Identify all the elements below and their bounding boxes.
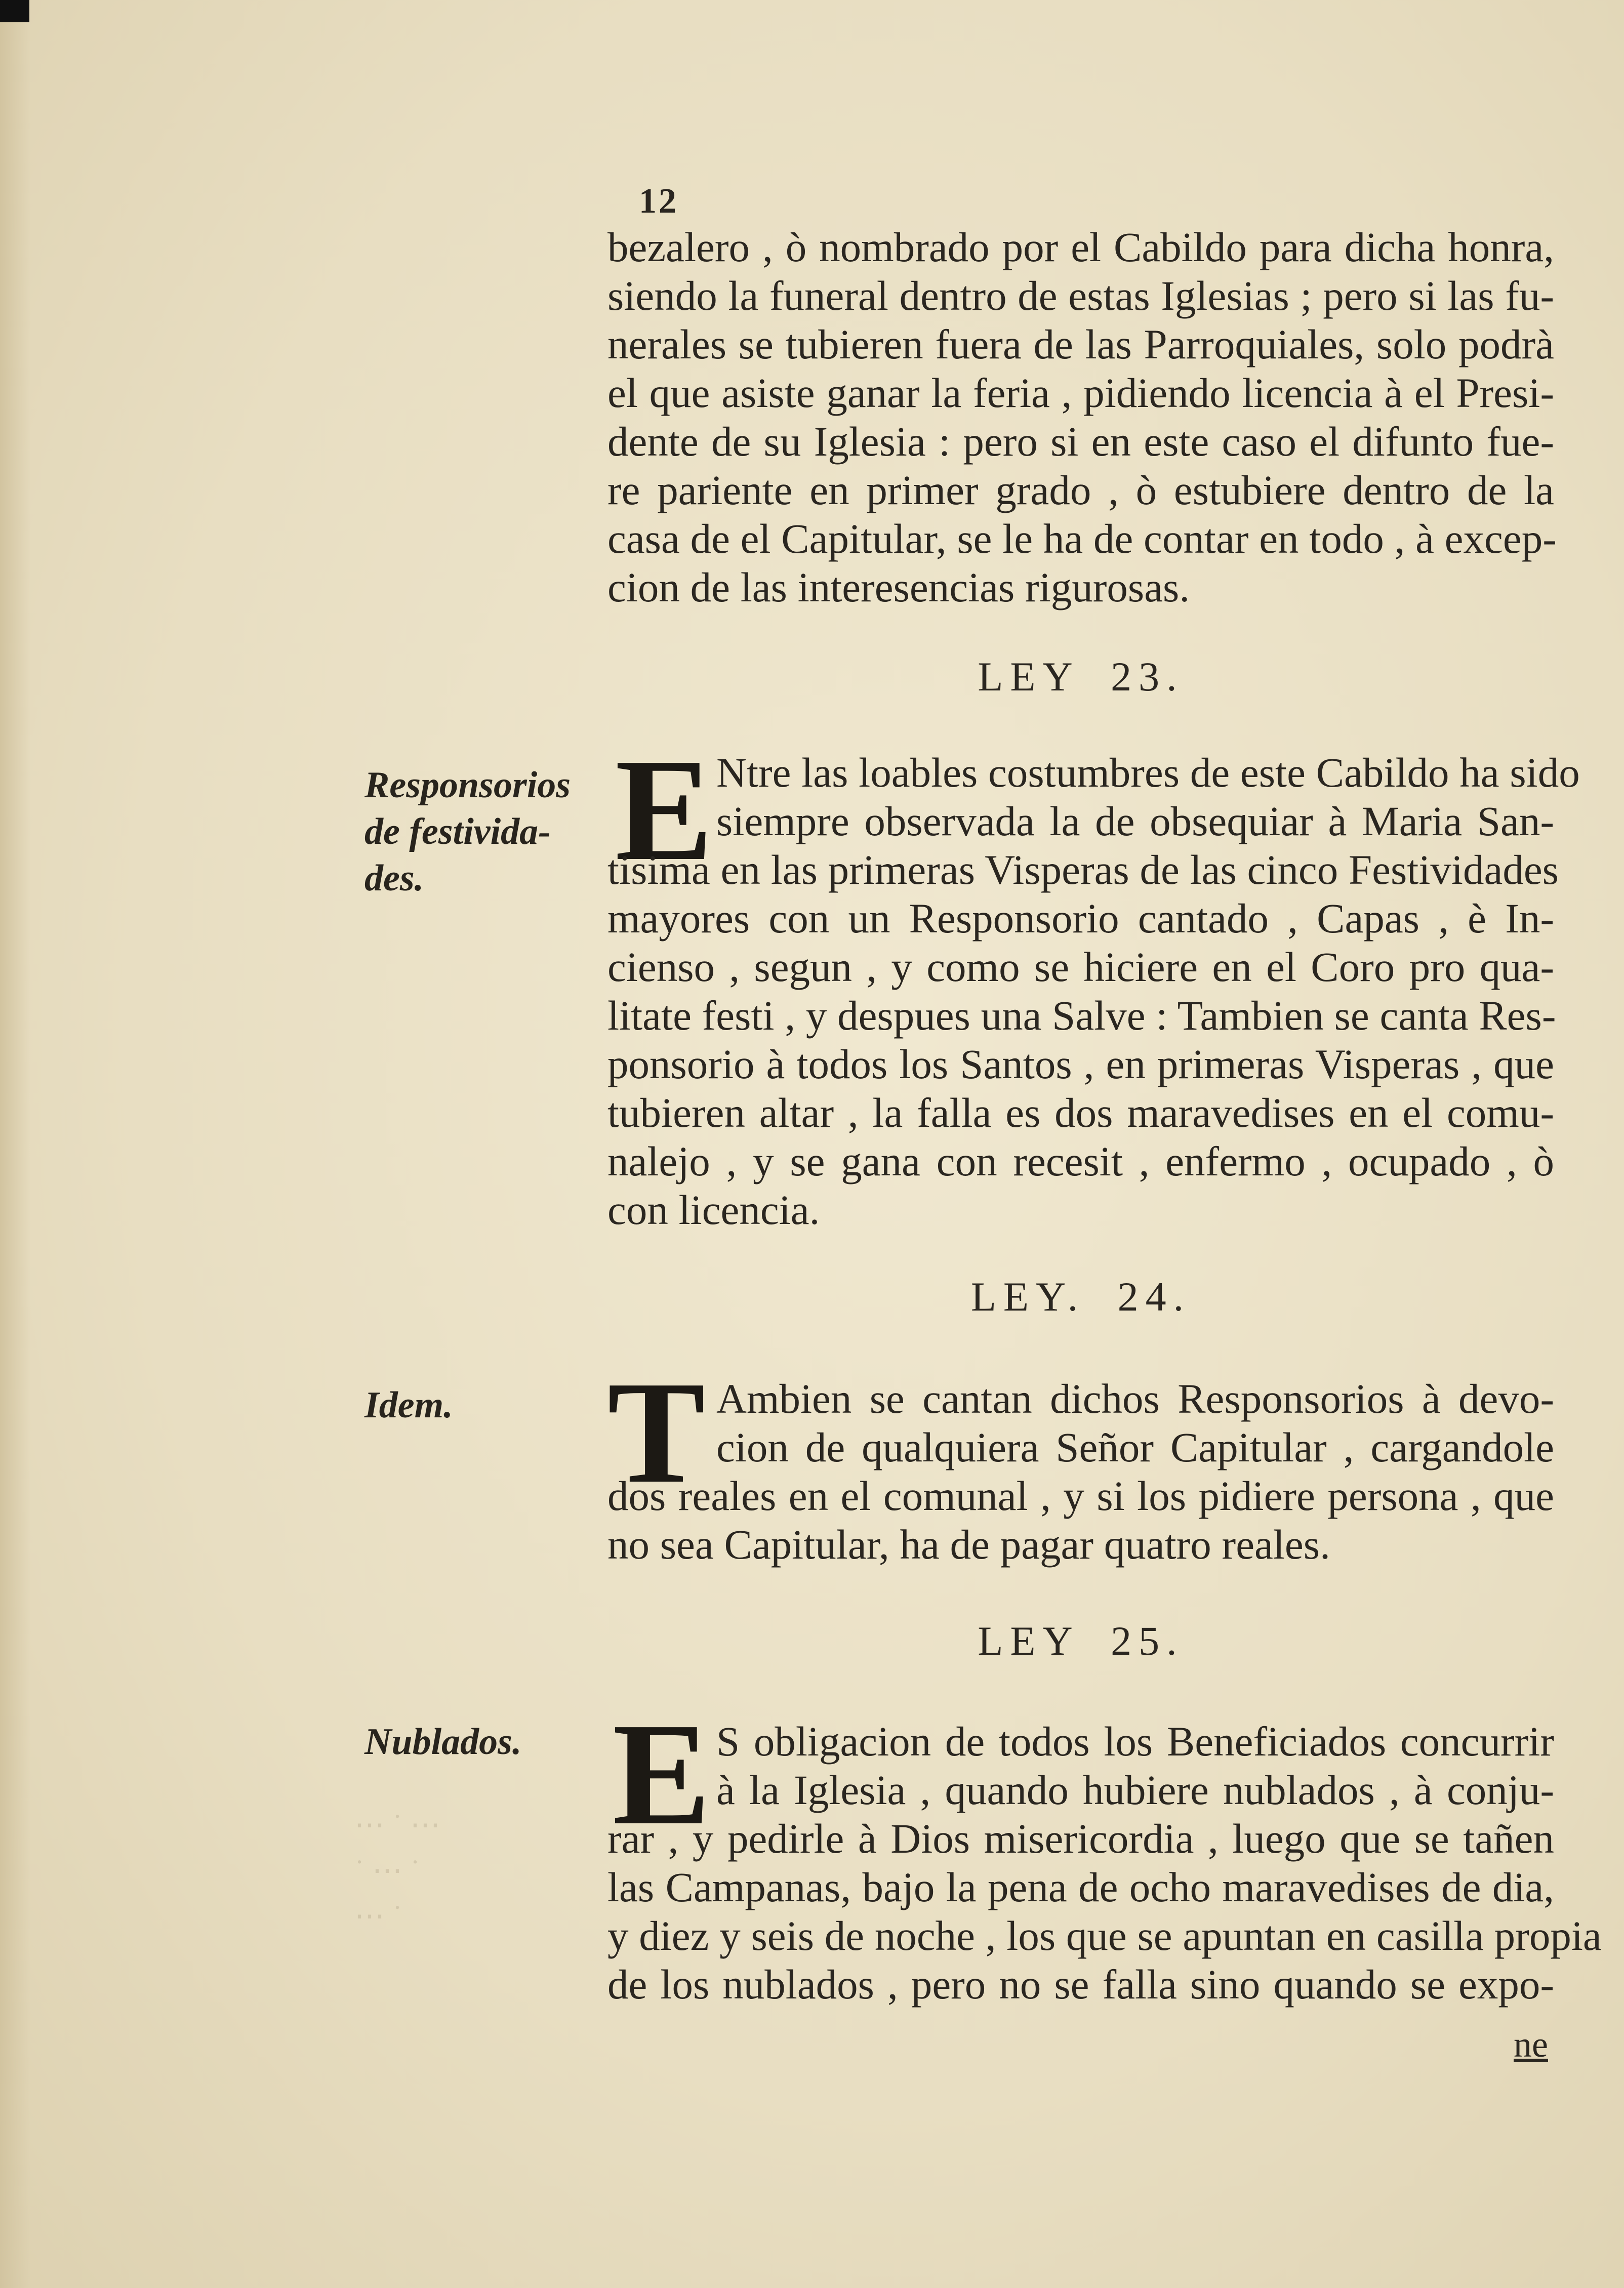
margin-note: [364, 1382, 602, 1428]
text-line: bezalero , ò nombrado por el Cabildo para dicha honra,: [607, 224, 1554, 270]
page-number: 12: [639, 182, 678, 221]
text-line: siempre observada la de obsequiar à Maria San-: [716, 798, 1554, 844]
text-line: à la Iglesia , quando hubiere nublados , à conju-: [716, 1767, 1554, 1813]
margin-note-line: Responsorios: [364, 764, 571, 806]
text-line: siendo la funeral dentro de estas Iglesias ; pero si las fu-: [607, 272, 1554, 319]
show-through-marks: ⋯ ˙ ⋯ ˙ ⋯ ˙ ⋯ ˙: [354, 1808, 440, 1933]
section-body: [607, 728, 1580, 1234]
page-spine-shadow: [0, 0, 30, 2288]
drop-cap: E: [613, 1693, 711, 1855]
text-line: litate festi , y despues una Salve : Tambien se canta Res-: [607, 992, 1556, 1039]
text-line: Ntre las loables costumbres de este Cabildo ha sido: [716, 749, 1580, 796]
text-line: mayores con un Responsorio cantado , Capas , è In-: [607, 895, 1554, 942]
corner-mark: [0, 0, 29, 22]
text-line: rar , y pedirle à Dios misericordia , luego que se tañen: [607, 1815, 1554, 1862]
text-line: re pariente en primer grado , ò estubiere dentro de la: [607, 467, 1554, 513]
text-line: S obligacion de todos los Beneficiados concurrir: [716, 1718, 1554, 1765]
text-line: dente de su Iglesia : pero si en este caso el difunto fue-: [607, 418, 1554, 465]
text-line: dos reales en el comunal , y si los pidiere persona , que: [607, 1473, 1554, 1519]
margin-note: [364, 1719, 602, 1765]
text-line: tisima en las primeras Visperas de las cinco Festividades: [607, 846, 1559, 893]
margin-note-line: de festivida-: [364, 811, 551, 852]
margin-note-line: des.: [364, 857, 424, 899]
section-heading: LEY. 24.: [970, 1274, 1191, 1320]
margin-note-line: Idem.: [364, 1384, 453, 1426]
text-line: nerales se tubieren fuera de las Parroquiales, solo podrà: [607, 321, 1554, 367]
margin-note-line: Nublados.: [364, 1721, 522, 1763]
drop-cap: E: [615, 728, 713, 891]
text-line: el que asiste ganar la feria , pidiendo licencia à el Presi-: [607, 370, 1554, 416]
text-line: casa de el Capitular, se le ha de contar en todo , à excep-: [607, 515, 1557, 562]
text-line: cion de qualquiera Señor Capitular , cargandole: [716, 1424, 1554, 1470]
text-line: y diez y seis de noche , los que se apuntan en casilla propia: [607, 1912, 1602, 1959]
text-line: tubieren altar , la falla es dos maravedises en el comu-: [607, 1089, 1554, 1136]
text-line: Ambien se cantan dichos Responsorios à devo-: [716, 1375, 1554, 1422]
text-line: no sea Capitular, ha de pagar quatro reales.: [607, 1521, 1330, 1568]
text-line: nalejo , y se gana con recesit , enfermo , ocupado , ò: [607, 1138, 1554, 1184]
section-body: [607, 1351, 1554, 1569]
catchword: ne: [1514, 2024, 1548, 2065]
section-heading: LEY 23.: [978, 653, 1184, 700]
text-line: cion de las interesencias rigurosas.: [607, 564, 1190, 610]
text-line: cienso , segun , y como se hiciere en el Coro pro qua-: [607, 944, 1554, 990]
text-line: de los nublados , pero no se falla sino quando se expo-: [607, 1961, 1554, 2008]
section-body: [607, 1717, 1602, 2009]
drop-cap: T: [607, 1351, 706, 1514]
text-line: las Campanas, bajo la pena de ocho maravedises de dia,: [607, 1864, 1554, 1910]
text-line: con licencia.: [607, 1187, 820, 1233]
top-paragraph: [607, 223, 1557, 611]
margin-note: [364, 762, 602, 902]
text-line: ponsorio à todos los Santos , en primeras Visperas , que: [607, 1041, 1554, 1087]
section-heading: LEY 25.: [978, 1618, 1184, 1664]
